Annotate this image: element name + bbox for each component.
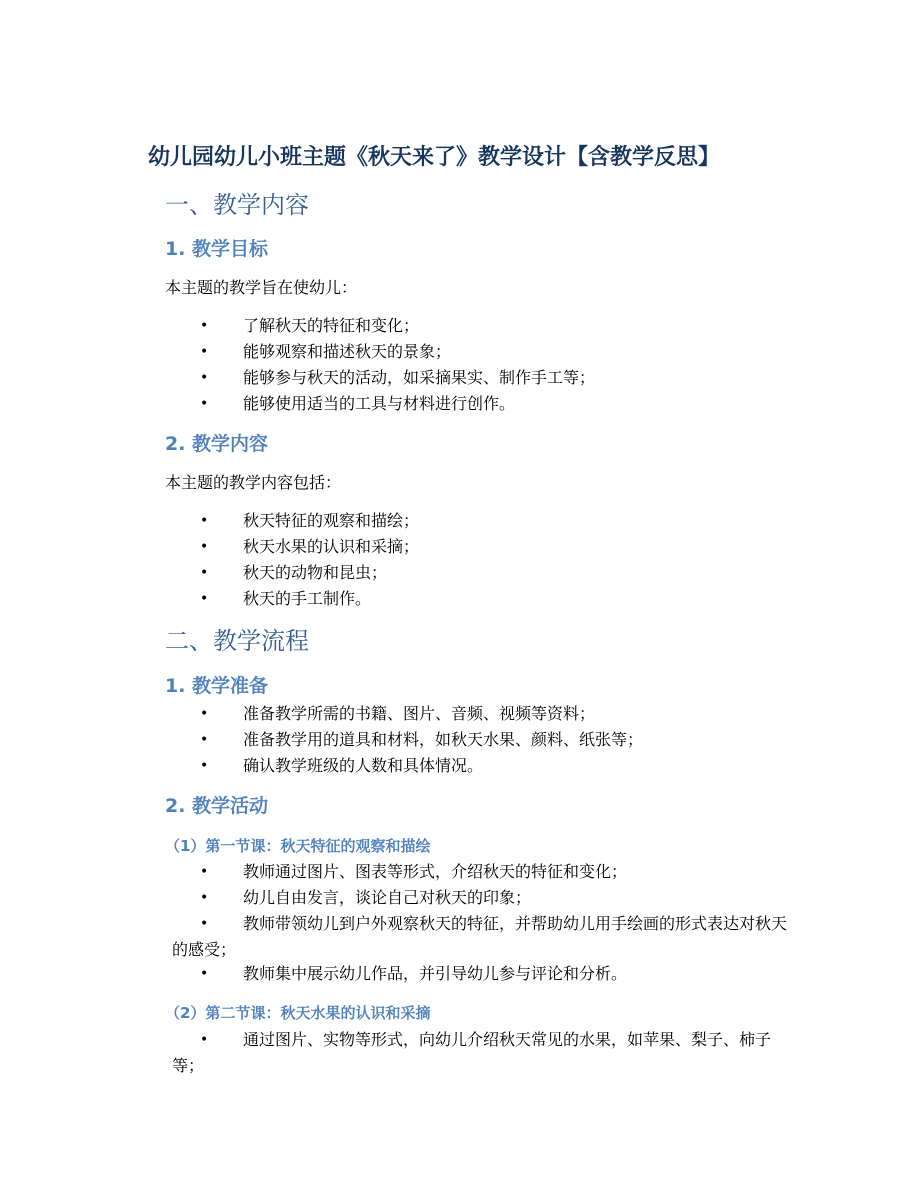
list-item	[172, 560, 792, 586]
bullet-icon: •	[200, 706, 209, 722]
list-item	[172, 1027, 792, 1079]
list-item	[172, 586, 792, 612]
bullet-icon: •	[200, 565, 209, 581]
list-item-text: 教师带领幼儿到户外观察秋天的特征，并帮助幼儿用手绘画的形式表达对秋天的感受；	[172, 914, 788, 959]
list-item-text: 教师集中展示幼儿作品，并引导幼儿参与评论和分析。	[243, 964, 628, 983]
list-item	[172, 885, 792, 911]
bullet-icon: •	[200, 344, 209, 360]
subheading-teaching-preparation: 1. 教学准备	[165, 675, 269, 697]
section-heading-teaching-process: 二、教学流程	[165, 627, 309, 655]
list-item-text: 确认教学班级的人数和具体情况。	[243, 756, 484, 775]
subheading-teaching-activities: 2. 教学活动	[165, 795, 269, 817]
list-item	[172, 391, 792, 417]
bullet-icon: •	[200, 318, 209, 334]
list-item	[172, 701, 792, 727]
paragraph-goals-intro: 本主题的教学旨在使幼儿：	[165, 278, 358, 297]
list-item-text: 教师通过图片、图表等形式，介绍秋天的特征和变化；	[243, 862, 628, 881]
list-item-text: 准备教学用的道具和材料，如秋天水果、颜料、纸张等；	[243, 730, 644, 749]
list-item	[172, 753, 792, 779]
bullet-icon: •	[200, 396, 209, 412]
list-item	[172, 859, 792, 885]
list-item	[172, 961, 792, 987]
list-item	[172, 727, 792, 753]
bullet-icon: •	[200, 1032, 209, 1048]
list-item	[172, 508, 792, 534]
list-item-text: 秋天的手工制作。	[243, 589, 372, 608]
list-item-text: 了解秋天的特征和变化；	[243, 316, 420, 335]
list-item-text: 秋天水果的认识和采摘；	[243, 537, 420, 556]
paragraph-content-intro: 本主题的教学内容包括：	[165, 473, 342, 492]
document-title: 幼儿园幼儿小班主题《秋天来了》教学设计【含教学反思】	[148, 145, 721, 170]
bullet-icon: •	[200, 732, 209, 748]
list-item-text: 准备教学所需的书籍、图片、音频、视频等资料；	[243, 704, 596, 723]
subheading-teaching-goals: 1. 教学目标	[165, 238, 269, 260]
list-item	[172, 339, 792, 365]
bullet-icon: •	[200, 539, 209, 555]
list-item	[172, 365, 792, 391]
lesson-heading-2: （2）第二节课：秋天水果的认识和采摘	[165, 1004, 431, 1022]
subheading-teaching-content: 2. 教学内容	[165, 433, 269, 455]
list-item-text: 秋天特征的观察和描绘；	[243, 511, 420, 530]
list-item-text: 通过图片、实物等形式，向幼儿介绍秋天常见的水果，如苹果、梨子、柿子等；	[172, 1030, 772, 1075]
list-item	[172, 911, 792, 963]
list-item	[172, 313, 792, 339]
bullet-icon: •	[200, 890, 209, 906]
bullet-icon: •	[200, 513, 209, 529]
section-heading-teaching-content: 一、教学内容	[165, 191, 309, 219]
list-item-text: 能够使用适当的工具与材料进行创作。	[243, 394, 516, 413]
lesson-heading-1: （1）第一节课：秋天特征的观察和描绘	[165, 837, 431, 855]
list-item-text: 秋天的动物和昆虫；	[243, 563, 388, 582]
list-item-text: 幼儿自由发言，谈论自己对秋天的印象；	[243, 888, 532, 907]
bullet-icon: •	[200, 370, 209, 386]
list-item-text: 能够参与秋天的活动，如采摘果实、制作手工等；	[243, 368, 596, 387]
list-item-text: 能够观察和描述秋天的景象；	[243, 342, 452, 361]
bullet-icon: •	[200, 916, 209, 932]
bullet-icon: •	[200, 758, 209, 774]
bullet-icon: •	[200, 864, 209, 880]
bullet-icon: •	[200, 966, 209, 982]
bullet-icon: •	[200, 591, 209, 607]
list-item	[172, 534, 792, 560]
